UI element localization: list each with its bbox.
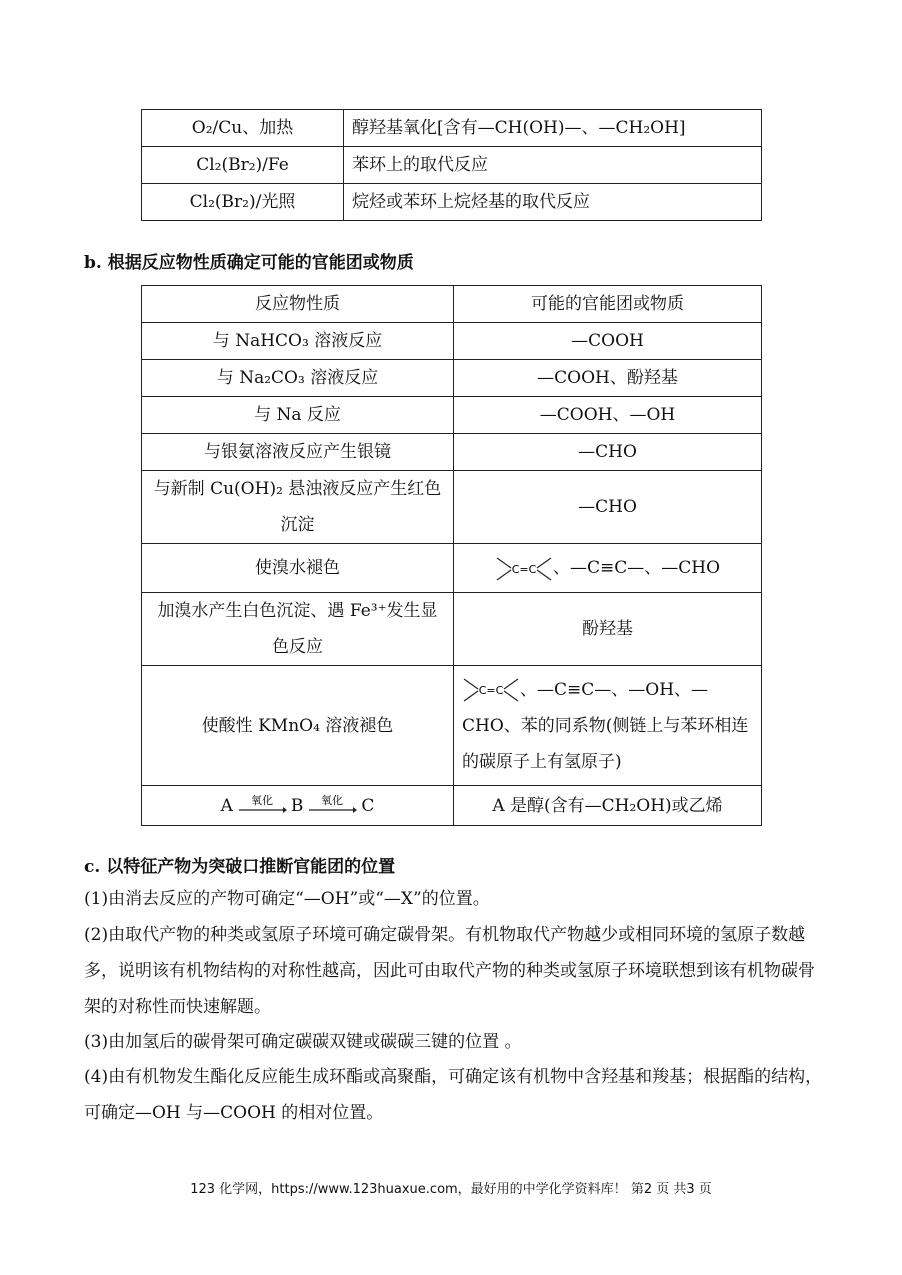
- oxidation-chain: [221, 788, 375, 824]
- arrow-label: 氧化: [321, 793, 344, 807]
- arrow-label: 氧化: [250, 793, 273, 807]
- table-cell: —COOH、—OH: [454, 397, 762, 434]
- table-row: [142, 360, 762, 397]
- table-row: [142, 666, 762, 786]
- table-cell: 与 Na₂CO₃ 溶液反应: [142, 360, 454, 397]
- table-cell: 酚羟基: [454, 593, 762, 666]
- table-row: [142, 184, 762, 221]
- table-cell: A 是醇(含有—CH₂OH)或乙烯: [454, 786, 762, 826]
- table-cell: 使溴水褪色: [142, 544, 454, 593]
- table-cell: O₂/Cu、加热: [142, 110, 344, 147]
- table-cell: [454, 666, 762, 786]
- table-cell: —COOH: [454, 323, 762, 360]
- table-cell: Cl₂(Br₂)/Fe: [142, 147, 344, 184]
- paragraph: (2)由取代产物的种类或氢原子环境可确定碳骨架。有机物取代产物越少或相同环境的氢原子数越多，说明该有机物结构的对称性越高，因此可由取代产物的种类或氢原子环境联想到该有机物碳骨架的对称性而快速解题。: [84, 925, 815, 1017]
- alkene-label: C=C: [511, 562, 537, 576]
- alkene-double-bond-icon: [495, 555, 553, 583]
- alkene-label: C=C: [478, 684, 504, 697]
- table-header-row: [142, 286, 762, 323]
- table-row: [142, 471, 762, 544]
- table-cell: 与银氨溶液反应产生银镜: [142, 434, 454, 471]
- table-cell: 加溴水产生白色沉淀、遇 Fe³⁺发生显色反应: [142, 593, 454, 666]
- table-cell: —CHO: [454, 471, 762, 544]
- section-heading-b: b. 根据反应物性质确定可能的官能团或物质: [84, 253, 414, 273]
- table-row: [142, 110, 762, 147]
- table-cell: 烷烃或苯环上烷烃基的取代反应: [344, 184, 762, 221]
- table-cell: 与 Na 反应: [142, 397, 454, 434]
- compound-c: C: [361, 795, 375, 816]
- table-row: [142, 434, 762, 471]
- table-row: [142, 397, 762, 434]
- group-text: 、—C≡C—、—OH、—CHO、苯的同系物(侧链上与苯环相连的碳原子上有氢原子): [462, 679, 749, 772]
- reagent-table: [141, 109, 762, 221]
- property-table: [141, 285, 762, 826]
- table-cell: 苯环上的取代反应: [344, 147, 762, 184]
- table-row: [142, 544, 762, 593]
- right-arrow-icon: [237, 793, 287, 819]
- table-row: [142, 786, 762, 826]
- table-cell: 与新制 Cu(OH)₂ 悬浊液反应产生红色沉淀: [142, 471, 454, 544]
- column-header: 反应物性质: [142, 286, 454, 323]
- table-cell: Cl₂(Br₂)/光照: [142, 184, 344, 221]
- alkene-double-bond-icon: [462, 676, 520, 704]
- table-row: [142, 323, 762, 360]
- column-header: 可能的官能团或物质: [454, 286, 762, 323]
- table-cell: [142, 786, 454, 826]
- group-text: 、—C≡C—、—CHO: [552, 558, 721, 578]
- paragraph: (3)由加氢后的碳骨架可确定碳碳双键或碳碳三键的位置 。: [84, 1032, 522, 1052]
- table-cell: —CHO: [454, 434, 762, 471]
- paragraph: (1)由消去反应的产物可确定“—OH”或“—X”的位置。: [84, 889, 490, 909]
- table-row: [142, 147, 762, 184]
- paragraph: (4)由有机物发生酯化反应能生成环酯或高聚酯，可确定该有机物中含羟基和羧基；根据酯的结构，可确定—OH 与—COOH 的相对位置。: [84, 1067, 823, 1123]
- table-cell: [454, 544, 762, 593]
- table-cell: 使酸性 KMnO₄ 溶液褪色: [142, 666, 454, 786]
- right-arrow-icon: [307, 793, 357, 819]
- table-row: [142, 593, 762, 666]
- table-cell: 醇羟基氧化[含有—CH(OH)—、—CH₂OH]: [344, 110, 762, 147]
- section-heading-c: c. 以特征产物为突破口推断官能团的位置: [84, 857, 396, 877]
- table-cell: —COOH、酚羟基: [454, 360, 762, 397]
- compound-a: A: [220, 795, 233, 816]
- page-footer: 123 化学网，https://www.123huaxue.com，最好用的中学化学资料库！ 第2 页 共3 页: [190, 1182, 712, 1197]
- compound-b: B: [290, 795, 304, 816]
- table-cell: 与 NaHCO₃ 溶液反应: [142, 323, 454, 360]
